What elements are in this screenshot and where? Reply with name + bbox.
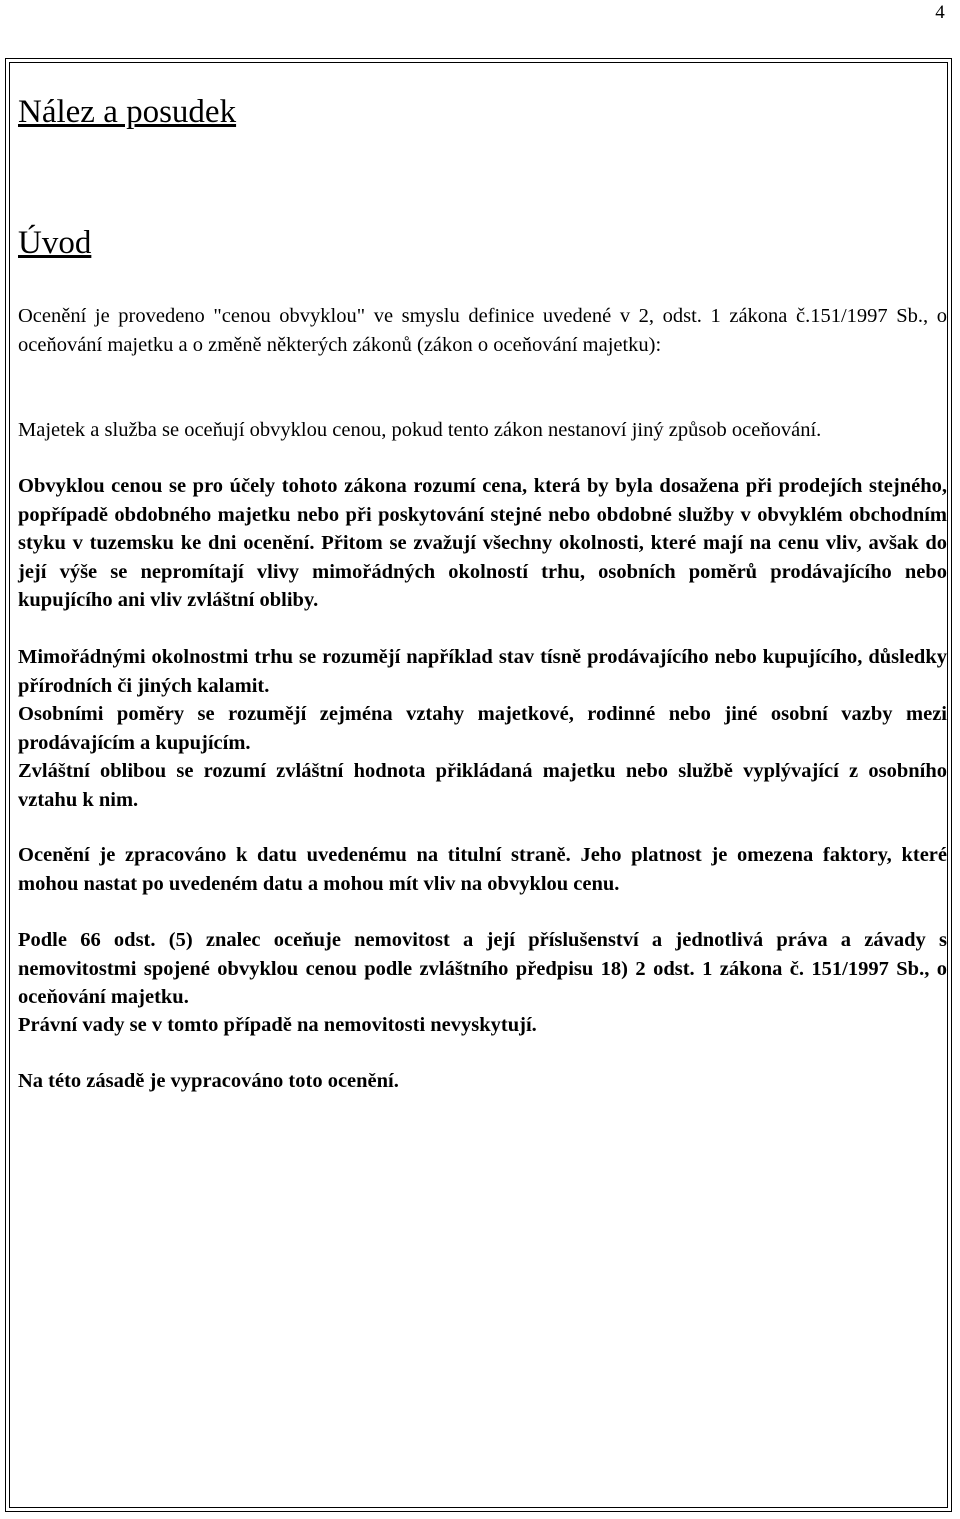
paragraph-legal-defects: Právní vady se v tomto případě na nemovitosti nevyskytují. [18, 1014, 537, 1036]
paragraph-personal-relations: Osobními poměry se rozumějí zejména vztahy majetkové, rodinné nebo jiné osobní vazby mezi prodávajícím a kupujícím. [18, 703, 947, 754]
document-title: Nález a posudek [18, 94, 237, 130]
paragraph-valuation-method: Ocenění je provedeno "cenou obvyklou" ve smyslu definice uvedené v 2, odst. 1 zákona č.151/1997 Sb., o oceňování majetku a o změně některých zákonů (zákon o oceňování majetku): [18, 305, 947, 356]
paragraph-special-preference: Zvláštní oblibou se rozumí zvláštní hodnota přikládaná majetku nebo službě vyplývající z osobního vztahu k nim. [18, 760, 947, 811]
paragraph-extraordinary-circumstances: Mimořádnými okolnostmi trhu se rozumějí například stav tísně prodávajícího nebo kupujícího, důsledky přírodních či jiných kalamit. [18, 646, 947, 697]
paragraph-usual-price-definition: Obvyklou cenou se pro účely tohoto zákona rozumí cena, která by byla dosažena při prodejích stejného, popřípadě obdobného majetku nebo při poskytování stejné nebo obdobné služby v obvyklém obchodním styku v tuzemsku ke dni ocenění. Přitom se zvažují všechny okolnosti, které mají na cenu vliv, avšak do její výše se nepromítají vlivy mimořádných okolností trhu, osobních poměrů prodávajícího nebo kupujícího ani vliv zvláštní obliby. [18, 475, 947, 611]
paragraph-validity: Ocenění je zpracováno k datu uvedenému na titulní straně. Jeho platnost je omezena faktory, které mohou nastat po uvedeném datu a mohou mít vliv na obvyklou cenu. [18, 844, 947, 895]
page-number: 4 [935, 2, 945, 23]
paragraph-legal-basis: Podle 66 odst. (5) znalec oceňuje nemovitost a její příslušenství a jednotlivá práva a závady s nemovitostmi spojené obvyklou cenou podle zvláštního předpisu 18) 2 odst. 1 zákona č. 151/1997 Sb., o oceňování majetku. [18, 929, 947, 1008]
paragraph-conclusion: Na této zásadě je vypracováno toto ocenění. [18, 1070, 399, 1092]
paragraph-usual-price: Majetek a služba se oceňují obvyklou cenou, pokud tento zákon nestanoví jiný způsob oceňování. [18, 419, 822, 441]
section-heading-intro: Úvod [18, 225, 92, 261]
